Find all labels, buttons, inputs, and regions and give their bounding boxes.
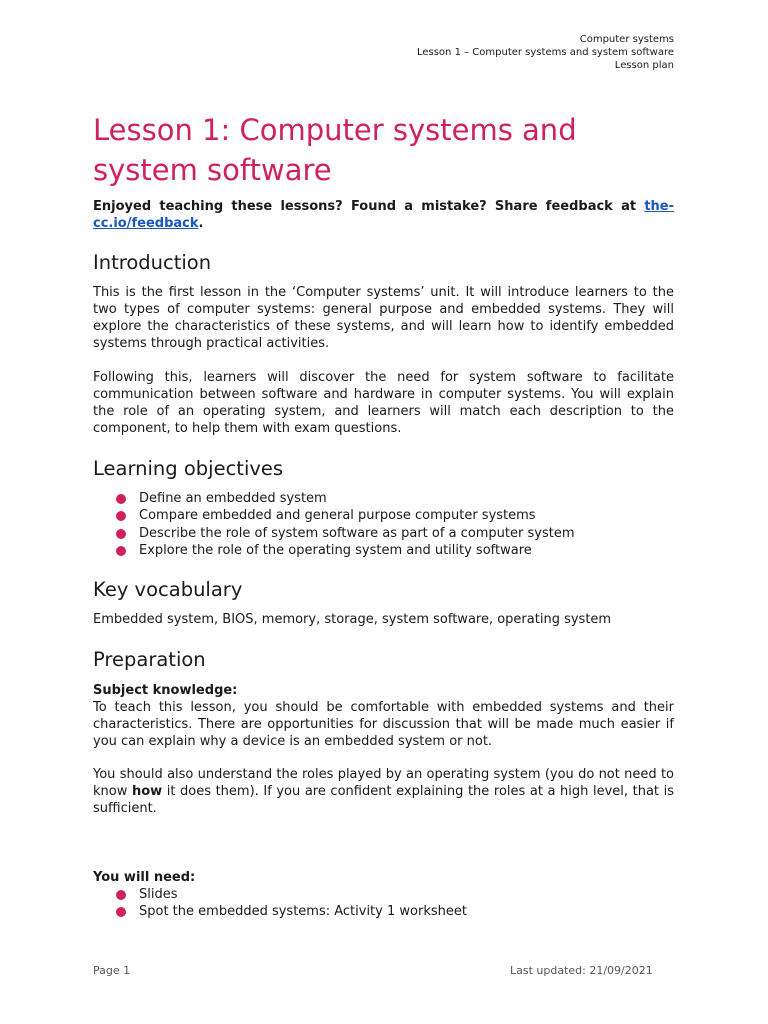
key-vocabulary-text: Embedded system, BIOS, memory, storage, system software, operating system [93, 612, 612, 627]
subject-knowledge-label: Subject knowledge: [93, 683, 238, 698]
last-updated: Last updated: 21/09/2021 [510, 964, 653, 977]
list-item: Slides [93, 886, 674, 903]
key-vocabulary-heading: Key vocabulary [93, 578, 243, 601]
bullet-icon [116, 529, 126, 539]
feedback-link[interactable]: the-cc.io/feedback [93, 199, 674, 231]
feedback-note [93, 198, 674, 232]
you-will-need-list [93, 886, 674, 921]
document-header [417, 33, 674, 72]
header-lesson: Lesson 1 – Computer systems and system software [416, 47, 674, 58]
subject-knowledge [93, 682, 674, 750]
page-number: Page 1 [93, 964, 131, 977]
emphasis-how: how [131, 784, 163, 799]
learning-objectives-list [93, 490, 674, 559]
list-item: Define an embedded system [93, 490, 674, 507]
page-title: Lesson 1: Computer systems and system software [93, 113, 577, 187]
bullet-icon [116, 907, 126, 917]
introduction-heading: Introduction [93, 251, 212, 274]
bullet-icon [116, 890, 126, 900]
you-will-need-label: You will need: [93, 870, 196, 885]
bullet-icon [116, 546, 126, 556]
header-unit: Computer systems [579, 34, 674, 45]
list-item: Explore the role of the operating system and utility software [93, 542, 674, 559]
bullet-icon [116, 494, 126, 504]
bullet-icon [116, 511, 126, 521]
list-item: Compare embedded and general purpose computer systems [93, 507, 674, 524]
list-item: Spot the embedded systems: Activity 1 worksheet [93, 903, 674, 920]
list-item: Describe the role of system software as part of a computer system [93, 525, 674, 542]
learning-objectives-heading: Learning objectives [93, 457, 284, 480]
feedback-end: . [198, 216, 204, 231]
preparation-heading: Preparation [93, 648, 206, 671]
preparation-paragraph-2: You should also understand the roles played by an operating system (you do not need to know how it does them). If you are confident explaining the roles at a high level, that is sufficient. [93, 767, 674, 816]
introduction-paragraph-1: This is the first lesson in the ‘Computer systems’ unit. It will introduce learners to the two types of computer systems: general purpose and embedded systems. They will explore the characteristics of these systems, and will learn how to identify embedded systems through practical activities. [93, 285, 674, 351]
header-doc-type: Lesson plan [614, 60, 674, 71]
feedback-text: Enjoyed teaching these lessons? Found a mistake? Share feedback at [93, 199, 645, 214]
introduction-paragraph-2: Following this, learners will discover the need for system software to facilitate communication between software and hardware in computer systems. You will explain the role of an operating system, and learners will match each description to the component, to help them with exam questions. [93, 370, 674, 436]
subject-knowledge-text: To teach this lesson, you should be comfortable with embedded systems and their characteristics. There are opportunities for discussion that will be made much easier if you can explain why a device is an embedded system or not. [93, 700, 674, 749]
